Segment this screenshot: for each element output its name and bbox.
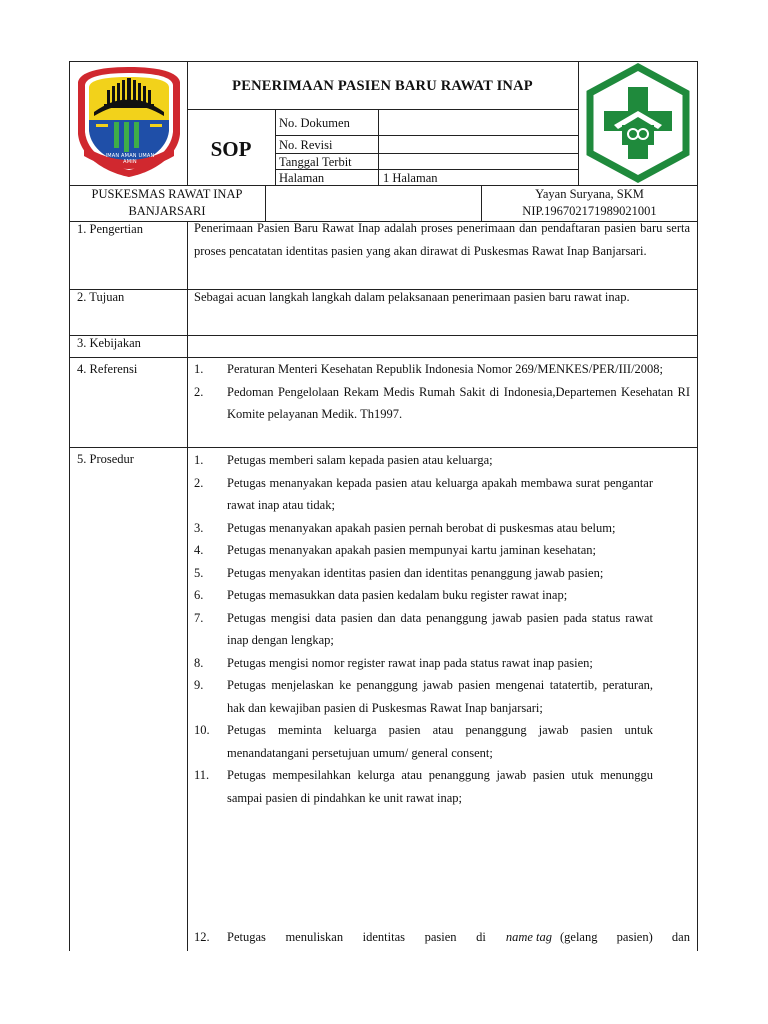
divider [265,185,266,221]
list-item: 2. Pedoman Pengelolaan Rekam Medis Rumah Sakit di Indonesia,Departemen Kesehatan RI Komite pelayanan Medik. Th1997. [194,384,690,421]
list-item: 8. Petugas mengisi nomor register rawat inap pada status rawat inap pasien; [194,655,593,670]
pengertian-text: Penerimaan Pasien Baru Rawat Inap adalah proses penerimaan dan pendaftaran pasien baru serta proses pencatatan identitas pasien yang akan dirawat di Puskesmas Rawat Inap Banjarsari. [194,221,690,258]
page-value: 1 Halaman [383,171,438,185]
institution-name [69,186,265,220]
sop-label: SOP [210,137,252,161]
section-label-pengertian: 1. Pengertian [77,222,143,236]
divider [378,109,379,185]
list-item: 2. Petugas menanyakan kepada pasien atau keluarga apakah membawa surat pengantar rawat inap atau tidak; [194,475,653,512]
divider [578,61,579,185]
list-item-text-after: (gelang pasien) dan [560,930,690,944]
divider [187,109,578,110]
list-item: 9. Petugas menjelaskan ke penanggung jawab pasien mengenai tatatertib, peraturan, hak dan kewajiban pasien di Puskesmas Rawat Inap banjarsari; [194,678,653,715]
signer-name: Yayan Suryana, SKM [535,187,644,201]
signer-block [481,186,698,220]
list-item: 11. Petugas mempesilahkan kelurga atau penanggung jawab pasien utuk menunggu sampai pasien di pindahkan ke unit rawat inap; [194,768,653,805]
section-label-kebijakan: 3. Kebijakan [77,336,141,350]
list-item: 4. Petugas menanyakan apakah pasien mempunyai kartu jaminan kesehatan; [194,543,596,557]
prosedur-last-item [194,926,690,949]
institution-line-1: PUSKESMAS RAWAT INAP [91,187,243,201]
revision-label: No. Revisi [279,138,333,152]
list-item-italic-term: name tag [505,930,552,944]
emblem-motto: IMAN AMAN UMAN AMIN [105,153,155,165]
issue-date-label: Tanggal Terbit [279,155,352,169]
tujuan-text: Sebagai acuan langkah langkah dalam pelaksanaan penerimaan pasien baru rawat inap. [194,290,630,304]
list-item: 7. Petugas mengisi data pasien dan data penanggung jawab pasien pada status rawat inap dengan lengkap; [194,610,653,647]
list-item-number: 12. [194,930,210,944]
list-item: 1. Peraturan Menteri Kesehatan Republik Indonesia Nomor 269/MENKES/PER/III/2008; [194,362,664,376]
doc-number-label: No. Dokumen [279,116,350,130]
institution-line-2: BANJARSARI [128,204,206,218]
page-title: PENERIMAAN PASIEN BARU RAWAT INAP [232,78,533,94]
list-item: 1. Petugas memberi salam kepada pasien atau keluarga; [194,453,493,467]
divider [275,135,578,136]
list-item-text-before: Petugas menuliskan identitas pasien di [227,930,486,944]
section-label-referensi: 4. Referensi [77,362,138,376]
divider [69,447,698,448]
page-label: Halaman [279,171,325,185]
referensi-list [194,358,690,426]
list-item: 10. Petugas meminta keluarga pasien atau penanggung jawab pasien untuk menandatangani persetujuan umum/ general consent; [194,723,653,760]
list-item: 6. Petugas memasukkan data pasien kedalam buku register rawat inap; [194,588,568,602]
divider [275,109,276,185]
divider [187,221,188,951]
regional-emblem-logo [74,64,184,180]
medical-cross-icon [584,63,692,183]
section-label-tujuan: 2. Tujuan [77,290,125,304]
puskesmas-logo [584,63,692,183]
prosedur-list [194,449,653,809]
section-label-prosedur: 5. Prosedur [77,452,134,466]
list-item: 3. Petugas menanyakan apakah pasien pernah berobat di puskesmas atau belum; [194,520,616,535]
signer-nip: NIP.196702171989021001 [522,204,657,218]
list-item: 5. Petugas menyakan identitas pasien dan identitas penanggung jawab pasien; [194,565,604,580]
divider [69,335,698,336]
